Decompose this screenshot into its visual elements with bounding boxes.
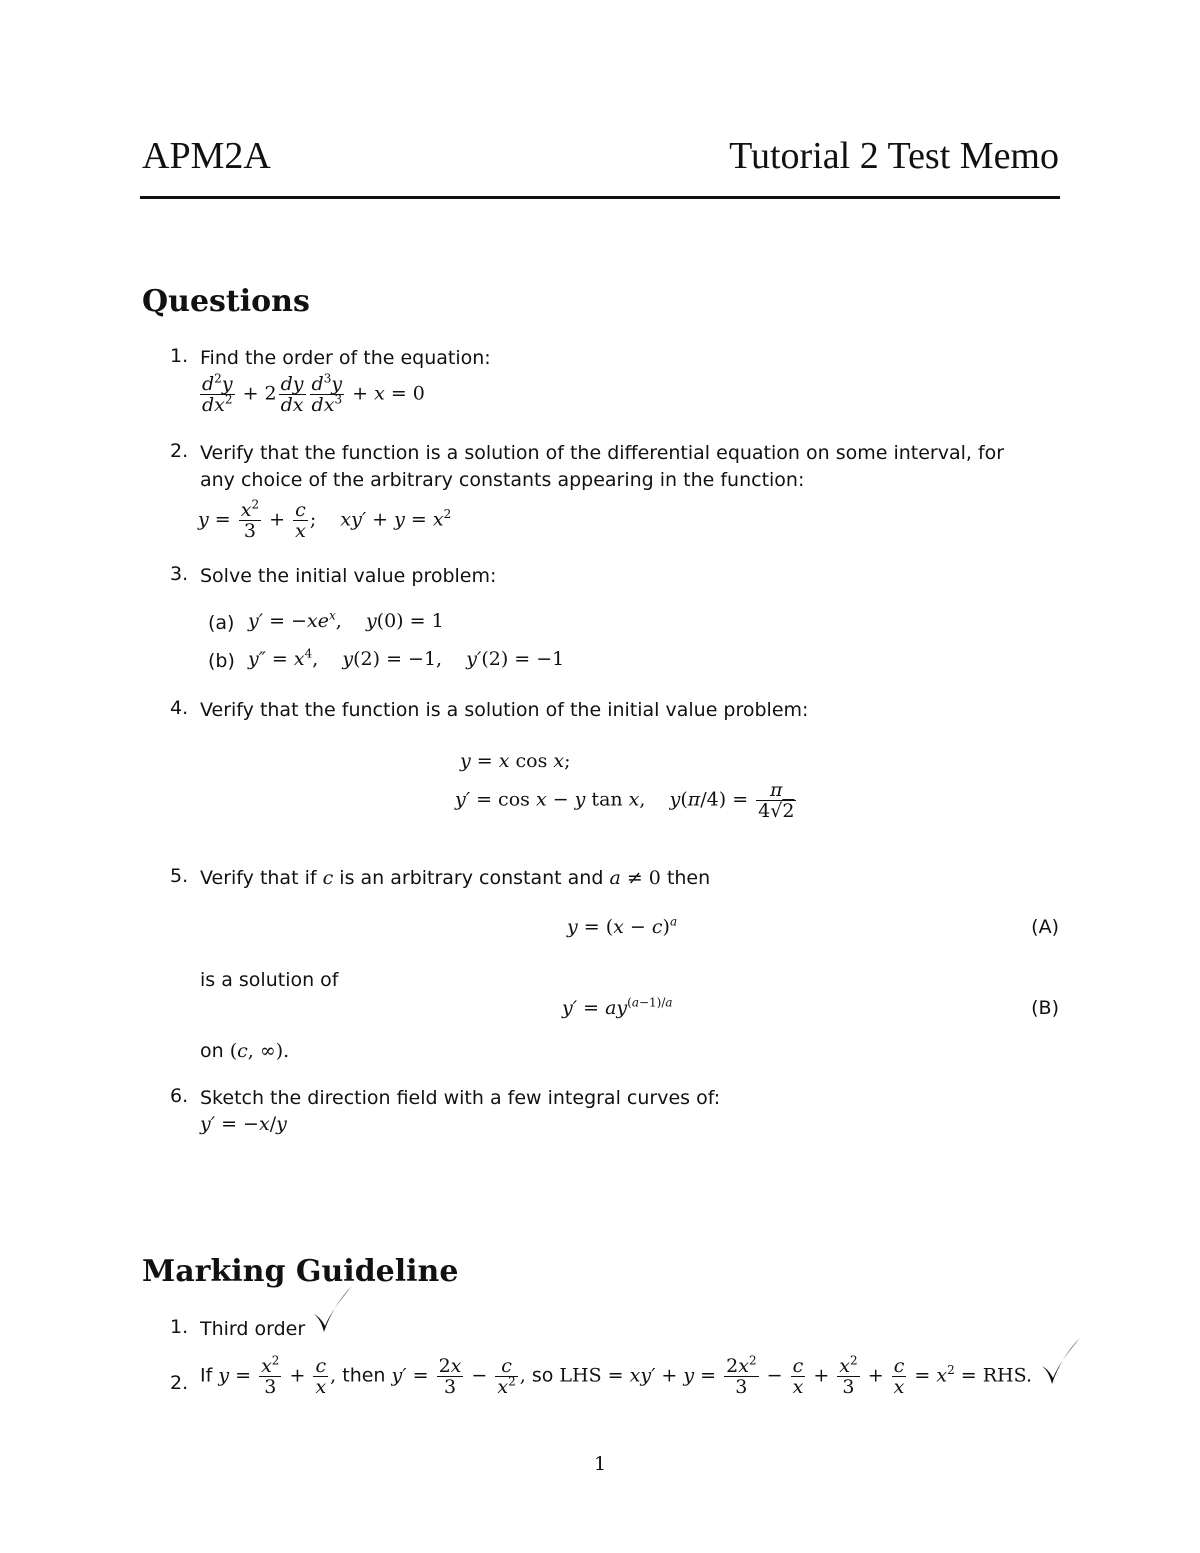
q5-after: on (c, ∞). xyxy=(200,1040,290,1062)
q3-number: 3. xyxy=(170,563,189,585)
m2-equation: If y = $\frac{x^2}{3}$ + $\frac{c}{x}$ , then y′ = $\frac{2x}{3}$ − $\frac{c}{x^2}$ , so LHS = xy′ + y = $\frac{2x^2}{3}$ − $\frac{c}{x}$ + $\frac{x^2}{3}$ + $\frac{c}{x}$ = $x^2$ = RHS. xyxy=(200,1353,1032,1398)
check-mark-icon xyxy=(1040,1336,1082,1388)
page-number: 1 xyxy=(594,1453,607,1475)
q2-equation: y = $\frac{x^2}{3}$ + $\frac{c}{x}$ ; $xy' + y = x^2$ xyxy=(198,497,452,542)
check-mark-icon xyxy=(312,1284,354,1336)
marking-heading: Marking Guideline xyxy=(142,1254,459,1289)
q2-line1: Verify that the function is a solution of the differential equation on some interval, for xyxy=(200,442,1005,464)
q4-number: 4. xyxy=(170,697,189,719)
q1-text: Find the order of the equation: xyxy=(200,347,491,369)
q6-text: Sketch the direction field with a few integral curves of: xyxy=(200,1087,721,1109)
q1-equation: $\frac{d^2y}{dx^2}$ + 2 $\frac{dy}{dx}$ $\frac{d^3y}{dx^3}$ + x = 0 xyxy=(202,371,425,416)
q6-number: 6. xyxy=(170,1085,189,1107)
q3b-label: (b) xyxy=(208,650,235,672)
q5-equation-b: $y' = ay^{(a-1)/a}$ xyxy=(562,995,673,1019)
q5-text-post: then xyxy=(666,867,711,889)
q2-line2: any choice of the arbitrary constants appearing in the function: xyxy=(200,469,805,491)
q1-number: 1. xyxy=(170,345,189,367)
q5-tag-a: (A) xyxy=(1031,916,1059,938)
q3a-equation: $y' = -xe^x$, y(0) = 1 xyxy=(248,608,444,632)
q5-text-pre: Verify that if xyxy=(200,867,317,889)
m1-text: Third order xyxy=(200,1318,306,1340)
q4-equation-2: y′ = cos x − y tan x, y(π/4) = $\frac{\pi}{4√2}$ xyxy=(455,779,795,822)
q3b-equation: $y'' = x^4$, y(2) = −1, y′(2) = −1 xyxy=(248,646,565,670)
q5-text: Verify that if c is an arbitrary constant and a ≠ 0 then xyxy=(200,867,711,889)
q5-number: 5. xyxy=(170,865,189,887)
header-rule xyxy=(140,196,1060,199)
q3a-label: (a) xyxy=(208,612,235,634)
q5-between: is a solution of xyxy=(200,969,339,991)
q4-text: Verify that the function is a solution of the initial value problem: xyxy=(200,699,809,721)
document-title: Tutorial 2 Test Memo xyxy=(729,135,1059,177)
m2-number: 2. xyxy=(170,1372,189,1394)
q5-equation-a: $y = (x - c)^a$ xyxy=(567,914,678,938)
questions-heading: Questions xyxy=(142,284,310,319)
q3-text: Solve the initial value problem: xyxy=(200,565,497,587)
q5-text-mid: is an arbitrary constant and xyxy=(339,867,604,889)
q6-equation: y′ = −x/y xyxy=(200,1113,287,1135)
m1-number: 1. xyxy=(170,1316,189,1338)
q4-equation-1: y = x cos x; xyxy=(460,750,571,772)
course-code: APM2A xyxy=(142,135,271,177)
q2-number: 2. xyxy=(170,440,189,462)
q5-tag-b: (B) xyxy=(1031,997,1059,1019)
